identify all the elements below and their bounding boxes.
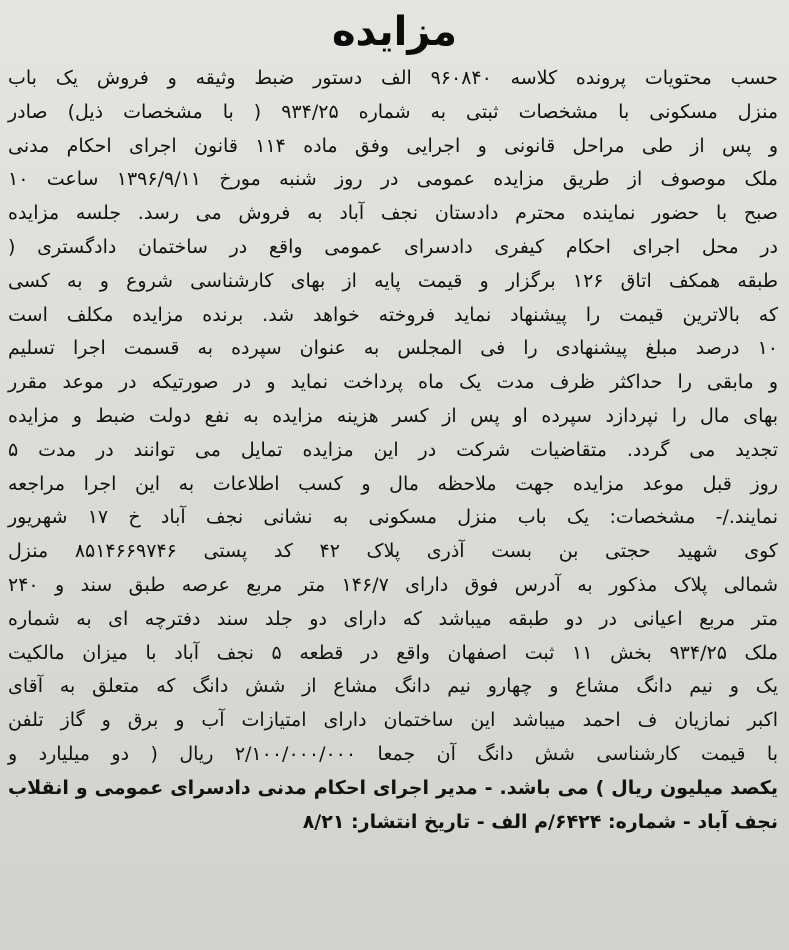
notice-line-22: یکصد میلیون ریال ) می باشد. - مدیر اجرای احکام مدنی دادسرای عمومی و انقلاب [8,776,778,799]
notice-line-19: یک و نیم دانگ مشاع و چهارو نیم دانگ مشاع از شش دانگ که متعلق به آقای [8,675,778,698]
notice-line-20: اکبر نمازیان ف احمد میباشد این ساختمان دارای امتیازات آب و برق و گاز تلفن [8,709,778,732]
notice-body [8,62,778,839]
notice-line-23: نجف آباد - شماره: ۶۴۲۴/م الف - تاریخ انتشار: ۸/۲۱ [302,810,778,833]
notice-line-21: با قیمت کارشناسی شش دانگ آن جمعا ۲/۱۰۰/۰۰۰/۰۰۰ ریال ( دو میلیارد و [8,742,778,765]
notice-title: مزایده [331,9,458,55]
notice-line-9: ۱۰ درصد مبلغ پیشنهادی را فی المجلس به عنوان سپرده به قسمت اجرا تسلیم [8,337,778,360]
notice-line-3: و پس از طی مراحل قانونی و اجرایی وفق ماده ۱۱۴ قانون اجرای احکام مدنی [8,134,778,157]
notice-line-6: در محل اجرای احکام کیفری دادسرای عمومی واقع در ساختمان دادگستری ( [8,235,778,258]
notice-line-13: روز قبل موعد مزایده جهت ملاحظه مال و کسب اطلاعات به این اجرا مراجعه [8,472,778,495]
notice-line-2: منزل مسکونی با مشخصات ثبتی به شماره ۹۳۴/۲۵ ( با مشخصات ذیل) صادر [8,100,779,123]
notice-line-12: تجدید می گردد. متقاضیات شرکت در این مزایده تمایل می توانند در مدت ۵ [8,438,778,461]
notice-line-10: و مابقی را حداکثر ظرف مدت یک ماه پرداخت نماید و در صورتیکه در موعد مقرر [8,371,778,394]
notice-line-17: متر مربع اعیانی در دو طبقه میباشد که دارای دو جلد سند دفترچه ای به شماره [8,607,778,630]
notice-line-15: کوی شهید حجتی بن بست آذری پلاک ۴۲ کد پستی ۸۵۱۴۶۶۹۷۴۶ منزل [8,540,778,563]
notice-line-16: شمالی پلاک مذکور به آدرس فوق دارای ۱۴۶/۷ متر مربع عرصه طبق سند و ۲۴۰ [8,573,779,596]
notice-line-11: بهای مال را نپردازد سپرده او پس از کسر هزینه مزایده به نفع دولت ضبط و مزایده [8,404,778,427]
notice-line-1: حسب محتویات پرونده کلاسه ۹۶۰۸۴۰ الف دستور ضبط وثیقه و فروش یک باب [8,67,779,89]
notice-line-8: که بالاترین قیمت را پیشنهاد نماید فروخته خواهد شد. برنده مزایده مکلف است [8,303,778,326]
notice-line-4: ملک موصوف از طریق مزایده عمومی در روز شنبه مورخ ۱۳۹۶/۹/۱۱ ساعت ۱۰ [8,168,778,191]
notice-line-14: نمایند./- مشخصات: یک باب منزل مسکونی به نشانی نجف آباد خ ۱۷ شهریور [8,506,778,529]
notice-line-18: ملک ۹۳۴/۲۵ بخش ۱۱ ثبت اصفهان واقع در قطعه ۵ نجف آباد با میزان مالکیت [8,641,779,664]
notice-line-7: طبقه همکف اتاق ۱۲۶ برگزار و قیمت پایه از بهای کارشناسی شروع و به کسی [8,269,778,292]
notice-line-5: صبح با حضور نماینده محترم دادستان نجف آباد به فروش می رسد. جلسه مزایده [8,202,778,225]
